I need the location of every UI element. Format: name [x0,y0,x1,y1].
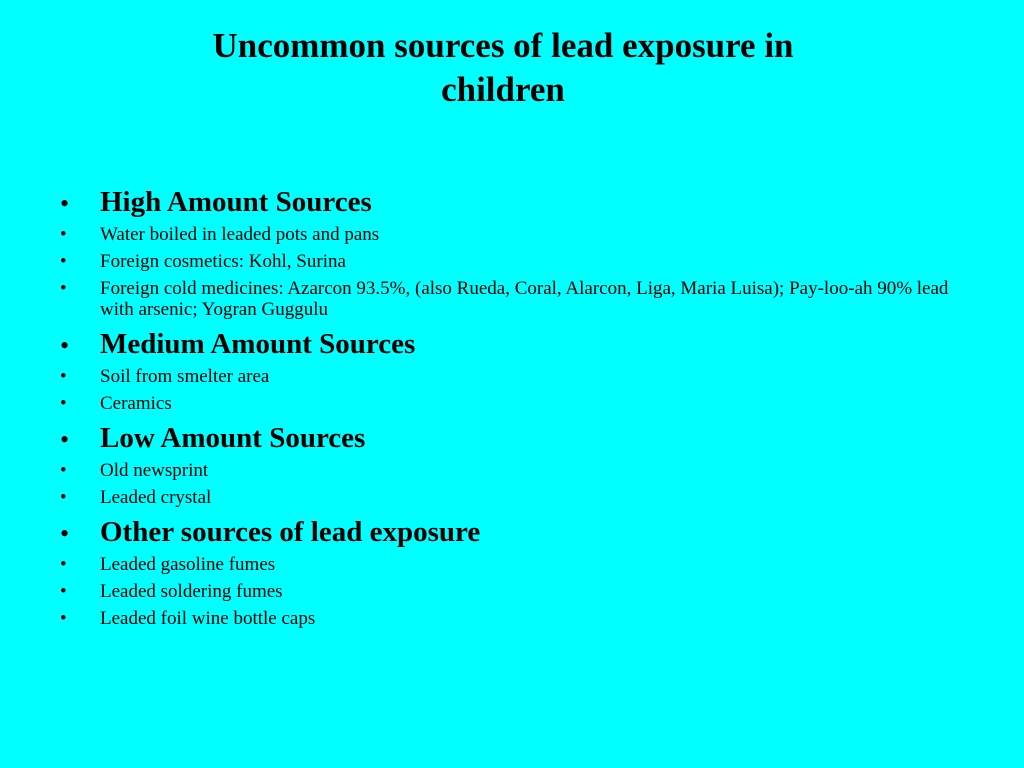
list-item-text: Foreign cosmetics: Kohl, Surina [100,251,346,272]
list-item [60,608,960,629]
section-heading-label: Medium Amount Sources [100,328,416,360]
bullet-icon: • [60,189,70,218]
bullet-list [60,180,960,635]
section-heading-high [60,184,960,220]
bullet-icon: • [60,393,67,414]
bullet-icon: • [60,608,67,629]
list-item-text: Water boiled in leaded pots and pans [100,224,380,245]
list-item [60,581,960,602]
list-item [60,224,960,245]
bullet-icon: • [60,519,70,548]
list-item-text: Leaded crystal [100,487,212,508]
bullet-icon: • [60,554,67,575]
section-heading-low [60,420,960,456]
list-item [60,393,960,414]
list-item-text: Foreign cold medicines: Azarcon 93.5%, (also Rueda, Coral, Alarcon, Liga, Maria Luisa); Pay-loo-ah 90% lead with arsenic; Yogran Guggulu [100,278,949,320]
bullet-icon: • [60,278,67,299]
bullet-icon: • [60,460,67,481]
list-item [60,366,960,387]
section-heading-medium [60,326,960,362]
bullet-icon: • [60,425,70,454]
list-item [60,554,960,575]
list-item [60,487,960,508]
list-item-text: Leaded gasoline fumes [100,554,276,575]
section-heading-other [60,514,960,550]
list-item-text: Ceramics [100,393,172,414]
section-heading-label: High Amount Sources [100,186,372,218]
list-item-text: Leaded foil wine bottle caps [100,608,316,629]
bullet-icon: • [60,581,67,602]
bullet-icon: • [60,224,67,245]
list-item [60,460,960,481]
bullet-icon: • [60,366,67,387]
slide-title: Uncommon sources of lead exposure in children [212,26,794,109]
list-item-text: Old newsprint [100,460,209,481]
list-item [60,251,960,272]
bullet-icon: • [60,487,67,508]
section-heading-label: Other sources of lead exposure [100,516,481,548]
list-item-text: Soil from smelter area [100,366,270,387]
list-item [60,278,960,320]
bullet-icon: • [60,251,67,272]
section-heading-label: Low Amount Sources [100,422,366,454]
bullet-icon: • [60,331,70,360]
list-item-text: Leaded soldering fumes [100,581,283,602]
